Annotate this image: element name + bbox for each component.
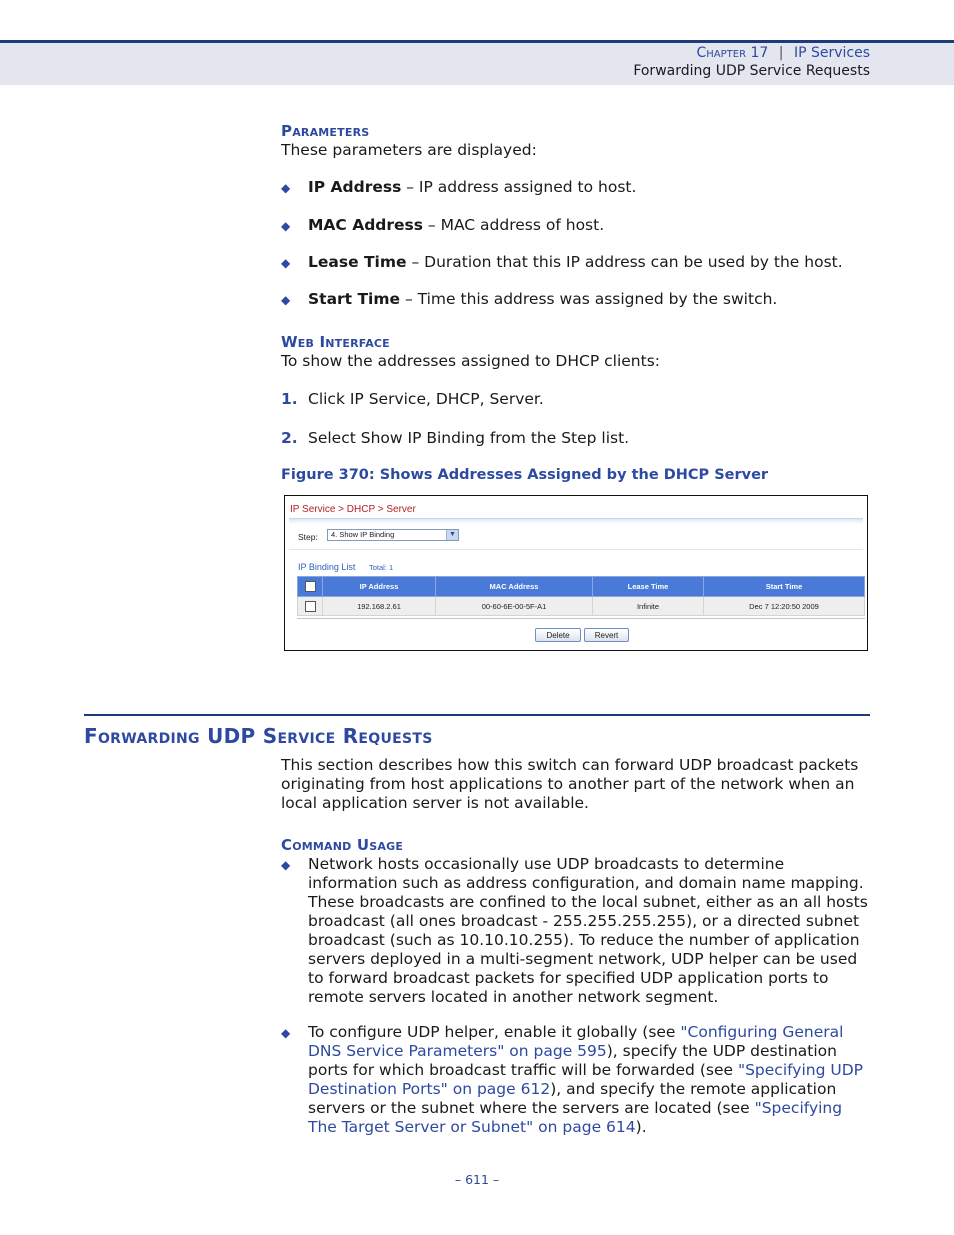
parameters-intro: These parameters are displayed: <box>281 141 537 159</box>
column-header: Start Time <box>704 577 865 597</box>
header-chapter-line <box>697 45 871 61</box>
ip-cell: 192.168.2.61 <box>323 597 436 616</box>
link-udp-destination-ports[interactable]: "Specifying UDP <box>737 1061 864 1079</box>
column-header: MAC Address <box>436 577 593 597</box>
revert-button[interactable]: Revert <box>584 628 629 642</box>
row-checkbox[interactable] <box>305 601 316 612</box>
web-interface-intro: To show the addresses assigned to DHCP clients: <box>281 352 660 370</box>
divider <box>289 549 863 550</box>
link-configuring-dns[interactable]: "Configuring General <box>680 1023 844 1041</box>
step-select-value: 4. Show IP Binding <box>331 530 395 539</box>
row-select-cell <box>298 597 323 616</box>
dhcp-binding-screenshot <box>284 495 868 651</box>
ip-binding-table <box>297 576 865 616</box>
header-section: Forwarding UDP Service Requests <box>633 63 870 79</box>
param-item: ◆ Start Time – Time this address was assigned by the switch. <box>281 290 778 308</box>
start-cell: Dec 7 12:20:50 2009 <box>704 597 865 616</box>
diamond-bullet-icon: ◆ <box>281 219 291 233</box>
usage-bullet: ◆ To configure UDP helper, enable it globally (see "Configuring General DNS Service Parameters" on page 595), specify the UDP destination ports for which broadcast traffic will be forwarded (see "Specifying UDP Destination Ports" on page 612), and specify the remote application servers or the subnet where the servers are located (see "Specifying The Target Server or Subnet" on page 614). <box>281 1023 864 1136</box>
param-item: ◆ MAC Address – MAC address of host. <box>281 216 605 234</box>
table-header-row <box>298 577 865 597</box>
select-all-checkbox[interactable] <box>305 581 316 592</box>
breadcrumb-divider <box>289 518 863 524</box>
column-header: Lease Time <box>593 577 704 597</box>
header-separator: | <box>778 45 784 61</box>
diamond-bullet-icon: ◆ <box>281 293 291 307</box>
command-usage-heading: Command Usage <box>281 836 404 854</box>
link-target-server[interactable]: The Target Server or Subnet" on page 614 <box>308 1118 636 1136</box>
list-title: IP Binding List <box>298 562 356 572</box>
figure-caption: Figure 370: Shows Addresses Assigned by the DHCP Server <box>281 467 769 483</box>
parameters-heading: Parameters <box>281 122 370 140</box>
link-udp-destination-ports[interactable]: Destination Ports" on page 612 <box>308 1080 551 1098</box>
link-target-server[interactable]: "Specifying <box>754 1099 843 1117</box>
param-item: ◆ Lease Time – Duration that this IP address can be used by the host. <box>281 253 843 271</box>
step-item: 1. Click IP Service, DHCP, Server. <box>281 390 544 408</box>
mac-cell: 00-60-6E-00-5F-A1 <box>436 597 593 616</box>
section-rule <box>84 714 870 716</box>
diamond-bullet-icon: ◆ <box>281 1026 291 1040</box>
usage-bullet: ◆ Network hosts occasionally use UDP broadcasts to determine information such as address configuration, and domain name mapping. These broadcasts are confined to the local subnet, either as an all hosts broadcast (all ones broadcast - 255.255.255.255), or a directed subnet broadcast (such as 10.10.10.255). To reduce the number of application servers deployed in a multi-segment network, UDP helper can be used to forward broadcast packets for specified UDP application ports to remote servers located in another network segment. <box>281 855 868 1006</box>
table-row <box>298 597 865 616</box>
diamond-bullet-icon: ◆ <box>281 858 291 872</box>
chevron-down-icon[interactable]: ▼ <box>446 530 458 540</box>
lease-cell: Infinite <box>593 597 704 616</box>
list-total: Total: 1 <box>369 563 394 572</box>
step-select[interactable] <box>327 529 459 541</box>
select-all-cell <box>298 577 323 597</box>
button-row <box>297 618 865 647</box>
chapter-title: IP Services <box>793 45 870 61</box>
chapter-label: Chapter 17 <box>696 45 769 61</box>
column-header: IP Address <box>323 577 436 597</box>
link-configuring-dns[interactable]: DNS Service Parameters" on page 595 <box>308 1042 607 1060</box>
page-number: – 611 – <box>454 1172 500 1187</box>
step-label: Step: <box>298 532 318 542</box>
step-item: 2. Select Show IP Binding from the Step list. <box>281 429 630 447</box>
diamond-bullet-icon: ◆ <box>281 181 291 195</box>
delete-button[interactable]: Delete <box>535 628 581 642</box>
section-intro: This section describes how this switch can forward UDP broadcast packets originating from host applications to another part of the network when an local application server is not available. <box>281 756 859 812</box>
param-item: ◆ IP Address – IP address assigned to host. <box>281 178 637 196</box>
web-interface-heading: Web Interface <box>281 333 390 351</box>
breadcrumb: IP Service > DHCP > Server <box>290 504 416 515</box>
diamond-bullet-icon: ◆ <box>281 256 291 270</box>
section-title: Forwarding UDP Service Requests <box>84 724 433 748</box>
